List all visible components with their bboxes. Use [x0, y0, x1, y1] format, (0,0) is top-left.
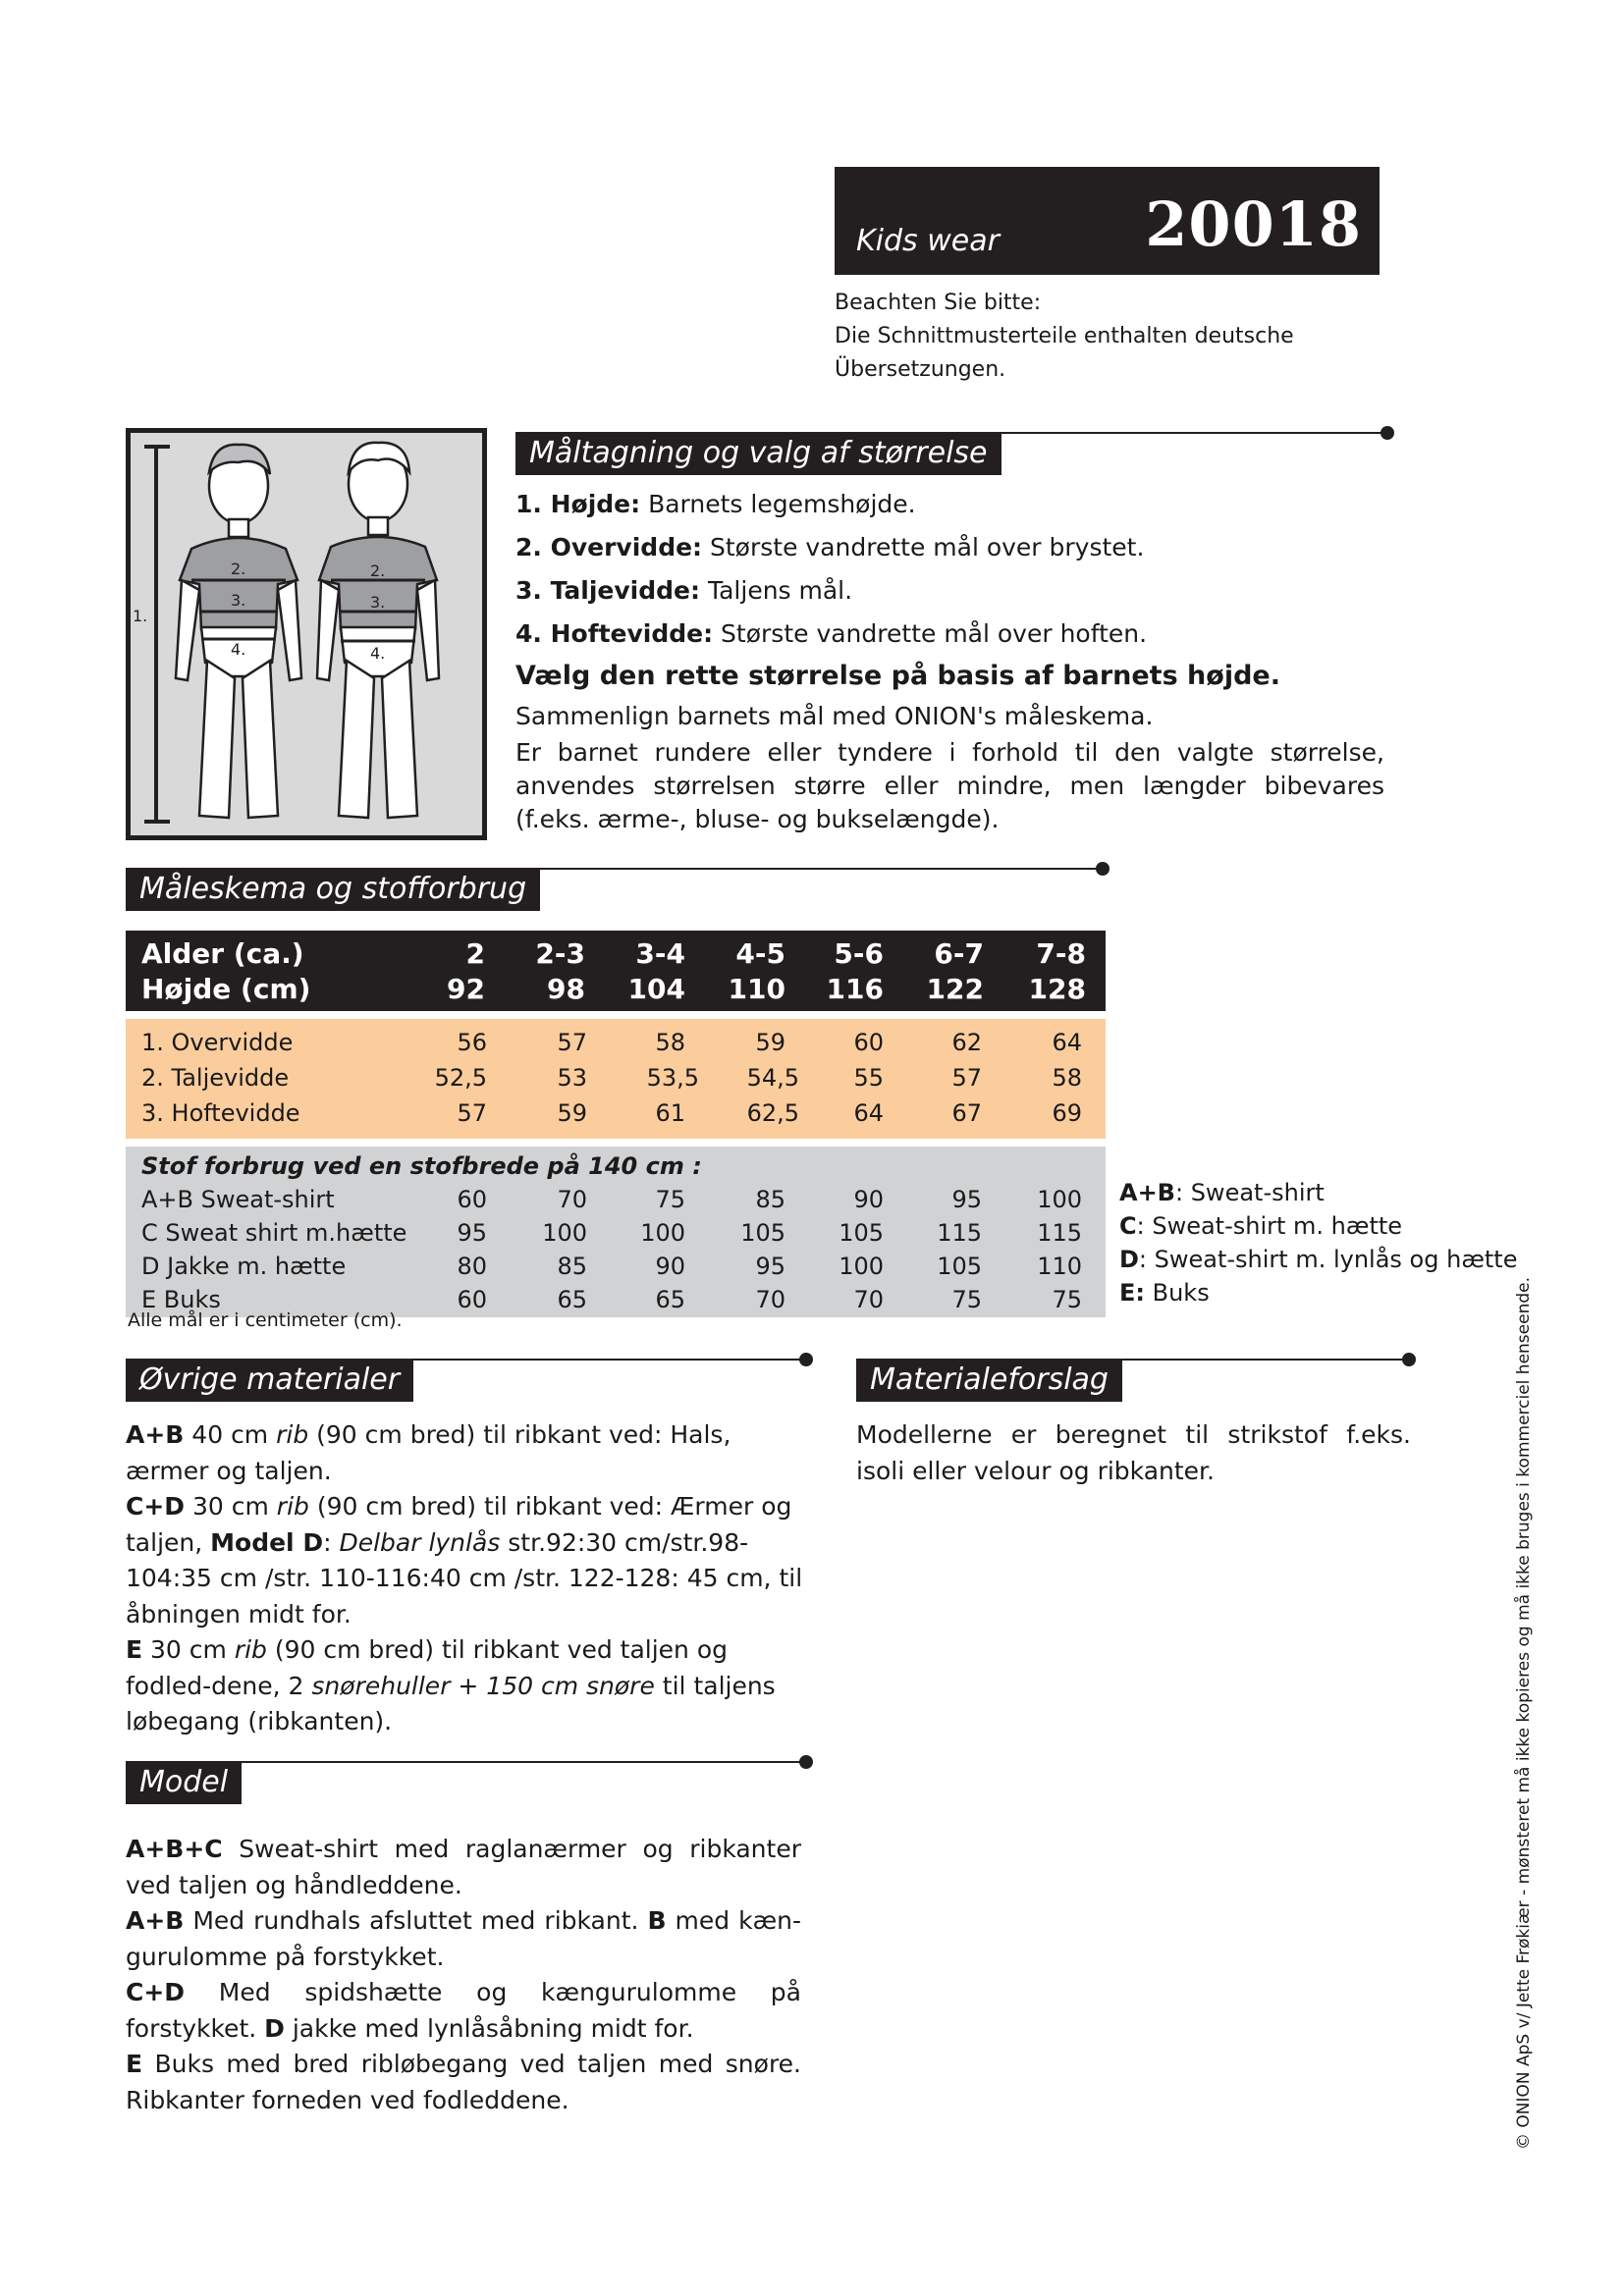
- bullet-dot-icon: [799, 1755, 813, 1769]
- table-row: 2. Taljevidde 52,5 53 53,5 54,5 55 57 58: [141, 1064, 1082, 1092]
- legend-item: A+B: Sweat-shirt: [1119, 1179, 1325, 1206]
- table-row: A+B Sweat-shirt 60 70 75 85 90 95 100: [141, 1186, 1082, 1213]
- model-heading: [126, 1761, 813, 1804]
- measure-item: 2. Overvidde: Største vandrette mål over brystet.: [515, 533, 1145, 561]
- category-label: Kids wear: [856, 224, 1000, 258]
- legend-item: E: Buks: [1119, 1279, 1210, 1307]
- note-line: Beachten Sie bitte:: [835, 291, 1042, 315]
- table-row: 1. Overvidde 56 57 58 59 60 62 64: [141, 1029, 1082, 1056]
- measuring-instructions: [515, 483, 1384, 836]
- measurements-block: [126, 1019, 1106, 1139]
- pattern-number: 20018: [1145, 188, 1362, 260]
- table-row: E Buks 60 65 65 70 70 75 75: [141, 1286, 1082, 1313]
- table-row: D Jakke m. hætte 80 85 90 95 100 105 110: [141, 1253, 1082, 1280]
- german-note: [835, 287, 1384, 387]
- advice-note: Er barnet rundere eller tyndere i forhold til den valgte størrelse, anvendes størrelsen større eller mindre, men længder bibevares (f.eks. ærme-, bluse- og bukselængde).: [515, 738, 1384, 833]
- table-row: C Sweat shirt m.hætte 95 100 100 105 105 115 115: [141, 1219, 1082, 1247]
- measure-item: 3. Taljevidde: Taljens mål.: [515, 576, 853, 605]
- size-table: [126, 931, 1106, 1317]
- measurement-illustration: [126, 428, 487, 840]
- measuring-title: Måltagning og valg af størrelse: [515, 432, 1001, 475]
- note-line: Die Schnittmusterteile enthalten deutsche: [835, 324, 1294, 348]
- other-materials-title: Øvrige materialer: [126, 1359, 413, 1402]
- model-text: A+B+C Sweat-shirt med raglanærmer og ribkanter ved taljen og håndleddene. A+B Med rundhals afsluttet med ribkant. B med kæn-gurulomme på forstykket. C+D Med spidshætte og kængurulomme på forstykket. D jakke med lynlåsåbning midt for. E Buks med bred ribløbegang ved taljen med snøre. Ribkanter forneden ved fodleddene.: [126, 1835, 801, 2114]
- measure-item: 4. Hoftevidde: Største vandrette mål over hoften.: [515, 619, 1148, 648]
- copyright-notice: © ONION ApS v/ Jette Frøkiær - mønsteret må ikke kopieres og må ikke bruges i kommerciel henseende.: [1514, 1276, 1534, 2150]
- legend-item: D: Sweat-shirt m. lynlås og hætte: [1119, 1246, 1518, 1273]
- chest-label: 2.: [231, 560, 246, 578]
- material-suggestion-title: Materialeforslag: [856, 1359, 1122, 1402]
- size-instruction: Vælg den rette størrelse på basis af barnets højde.: [515, 661, 1280, 691]
- bullet-dot-icon: [1402, 1353, 1416, 1366]
- note-line: Übersetzungen.: [835, 357, 1006, 382]
- table-row: 3. Hoftevidde 57 59 61 62,5 64 67 69: [141, 1099, 1082, 1127]
- material-suggestion-text: Modellerne er beregnet til strikstof f.eks. isoli eller velour og ribkanter.: [856, 1420, 1411, 1485]
- table-footnote: Alle mål er i centimeter (cm).: [128, 1309, 403, 1331]
- model-legend: [1119, 1176, 1517, 1309]
- other-materials-text: A+B 40 cm rib (90 cm bred) til ribkant ved: Hals, ærmer og taljen. C+D 30 cm rib (90 cm bred) til ribkant ved: Ærmer og taljen, Model D: Delbar lynlås str.92:30 cm/str.98-104:35 cm /str. 110-116:40 cm /str. 122-128: 45 cm, til åbningen midt for. E 30 cm rib (90 cm bred) til ribkant ved taljen og fodled-dene, 2 snørehuller + 150 cm snøre til taljens løbegang (ribkanten).: [126, 1420, 803, 1735]
- table-header: Alder (ca.) 2 2-3 3-4 4-5 5-6 6-7 7-8 Højde (cm) 92 98 104 110 116 122 128: [126, 931, 1106, 1011]
- size-table-title: Måleskema og stofforbrug: [126, 868, 540, 911]
- fabric-block: [126, 1147, 1106, 1317]
- bullet-dot-icon: [1380, 426, 1394, 440]
- pattern-badge: [835, 167, 1380, 275]
- legend-item: C: Sweat-shirt m. hætte: [1119, 1212, 1403, 1240]
- waist-label: 3.: [370, 593, 386, 612]
- measuring-heading: [515, 432, 1394, 475]
- hip-label: 4.: [370, 644, 386, 663]
- size-table-heading: [126, 868, 1110, 911]
- material-suggestion-heading: [856, 1359, 1416, 1402]
- children-figure-icon: [131, 433, 482, 835]
- measure-item: 1. Højde: Barnets legemshøjde.: [515, 490, 916, 518]
- height-label: 1.: [133, 607, 148, 625]
- chest-label: 2.: [370, 561, 386, 580]
- waist-label: 3.: [231, 591, 246, 610]
- bullet-dot-icon: [1096, 862, 1110, 876]
- other-materials-heading: [126, 1359, 813, 1402]
- hip-label: 4.: [231, 640, 246, 659]
- compare-note: Sammenlign barnets mål med ONION's måleskema.: [515, 702, 1154, 730]
- model-title: Model: [126, 1761, 242, 1804]
- bullet-dot-icon: [799, 1353, 813, 1366]
- fabric-title: Stof forbrug ved en stofbrede på 140 cm :: [141, 1152, 702, 1180]
